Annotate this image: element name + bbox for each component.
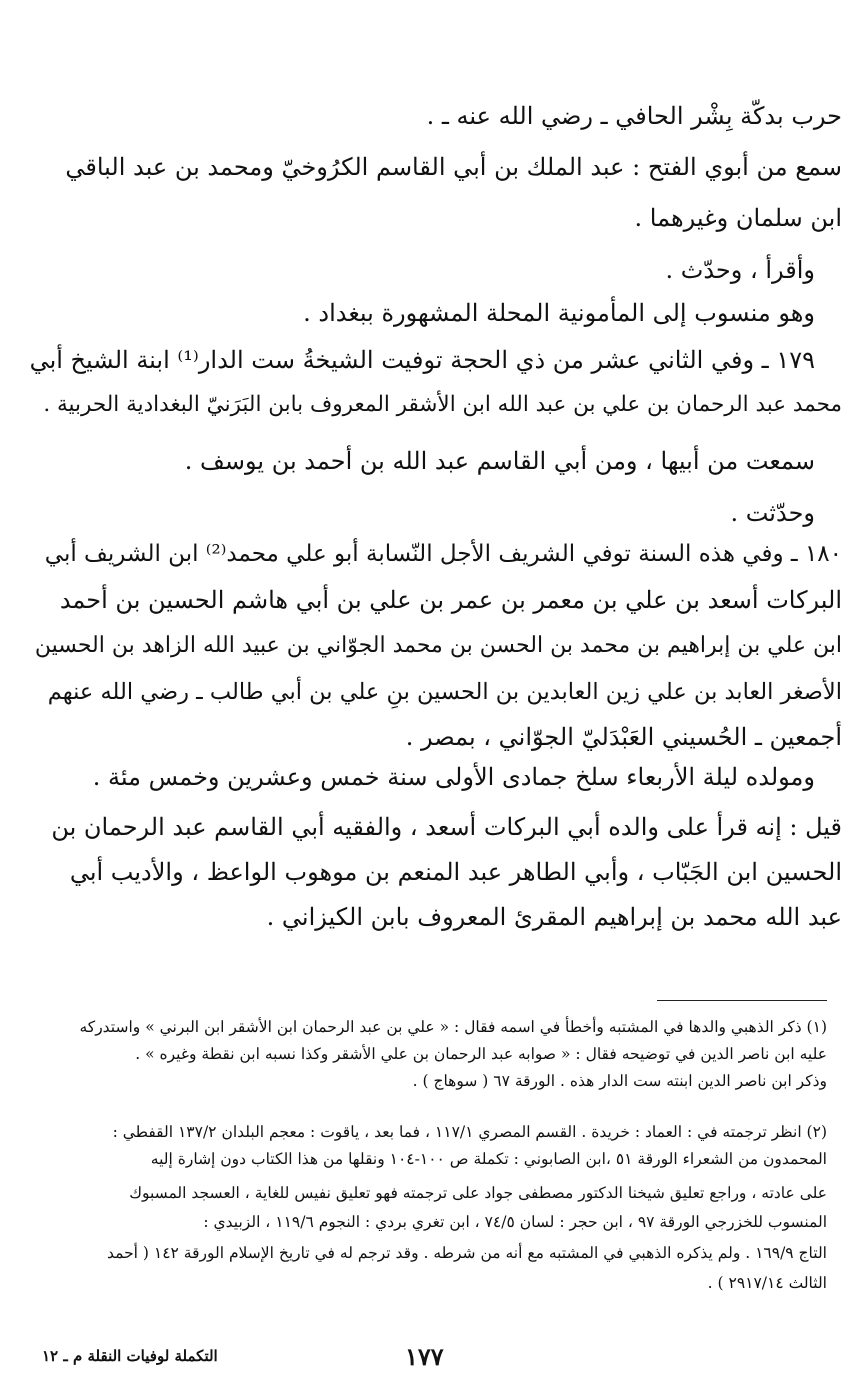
page-number: ١٧٧ [405,1342,444,1371]
body-line: وهو منسوب إلى المأمونية المحلة المشهورة ببغداد . [303,299,815,327]
footnote-line: المحمدون من الشعراء الورقة ٥١ ،ابن الصابوني : تكملة ص ١٠٠-١٠٤ ونقلها من هذا الكتاب دون إشارة إليه [150,1150,827,1168]
body-line: وحدّثت . [730,499,815,527]
entry-180-line: ١٨٠ ـ وفي هذه السنة توفي الشريف الأجل النّسابة أبو علي محمد⁽²⁾ ابن الشريف أبي [44,541,842,567]
footnote-line: الثالث ٢٩١٧/١٤ ) . [707,1274,827,1292]
body-line: سمع من أبوي الفتح : عبد الملك بن أبي القاسم الكرُوخيّ ومحمد بن عبد الباقي [65,153,842,181]
body-line: ابن سلمان وغيرهما . [634,204,842,232]
body-line: قيل : إنه قرأ على والده أبي البركات أسعد ، والفقيه أبي القاسم عبد الرحمان بن [51,813,842,841]
body-line: سمعت من أبيها ، ومن أبي القاسم عبد الله بن أحمد بن يوسف . [184,447,815,475]
body-line: ابن علي بن إبراهيم بن محمد بن الحسن بن محمد الجوّاني بن عبيد الله الزاهد بن الحسين [34,633,842,658]
body-line: عبد الله محمد بن إبراهيم المقرئ المعروف بابن الكيزاني . [266,903,842,931]
body-line: الأصغر العابد بن علي زين العابدين بن الحسين بنِ علي بن أبي طالب ـ رضي الله عنهم [47,679,842,705]
body-line: ومولده ليلة الأربعاء سلخ جمادى الأولى سنة خمس وعشرين وخمس مئة . [92,763,815,791]
body-line: أجمعين ـ الحُسيني العَبْدَليّ الجوّاني ، بمصر . [405,723,842,751]
body-line: محمد عبد الرحمان بن علي بن عبد الله ابن الأشقر المعروف بابن البَرَنيّ البغدادية الحربية . [43,392,842,417]
footnote-line: (١) ذكر الذهبي والدها في المشتبه وأخطأ في اسمه فقال : « علي بن عبد الرحمان ابن الأشقر ابن البرني » واستدركه [79,1018,827,1036]
footnote-line: (٢) انظر ترجمته في : العماد : خريدة . القسم المصري ١١٧/١ ، فما بعد ، ياقوت : معجم البلدان ١٣٧/٢ القفطي : [112,1123,827,1141]
entry-179-line: ١٧٩ ـ وفي الثاني عشر من ذي الحجة توفيت الشيخةُ ست الدار⁽¹⁾ ابنة الشيخ أبي [29,346,815,374]
body-line: الحسين ابن الجَبّاب ، وأبي الطاهر عبد المنعم بن موهوب الواعظ ، والأديب أبي [69,858,842,886]
footnote-line: وذكر ابن ناصر الدين ابنته ست الدار هذه . الورقة ٦٧ ( سوهاج ) . [412,1072,827,1090]
body-line: وأقرأ ، وحدّث . [665,256,815,284]
footnote-line: على عادته ، وراجع تعليق شيخنا الدكتور مصطفى جواد على ترجمته فهو تعليق نفيس للغاية ، العسجد المسبوك [129,1184,827,1202]
footnote-line: المنسوب للخزرجي الورقة ٩٧ ، ابن حجر : لسان ٧٤/٥ ، ابن تغري بردي : النجوم ١١٩/٦ ، الزبيدي : [203,1213,827,1231]
footnote-line: التاج ١٦٩/٩ . ولم يذكره الذهبي في المشتبه مع أنه من شرطه . وقد ترجم له في تاريخ الإسلام الورقة ١٤٢ ( أحمد [106,1244,827,1262]
footnote-separator [657,1000,827,1001]
body-line: البركات أسعد بن علي بن معمر بن عمر بن علي بن أبي هاشم الحسين بن أحمد [59,586,842,614]
body-line: حرب بدكّة بِشْر الحافي ـ رضي الله عنه ـ . [426,102,842,130]
footnote-line: عليه ابن ناصر الدين في توضيحه فقال : « صوابه عبد الرحمان بن علي الأشقر وكذا نسبه ابن نقطة وغيره » . [135,1045,827,1063]
running-head: التكملة لوفيات النقلة م ـ ١٢ [42,1347,218,1365]
